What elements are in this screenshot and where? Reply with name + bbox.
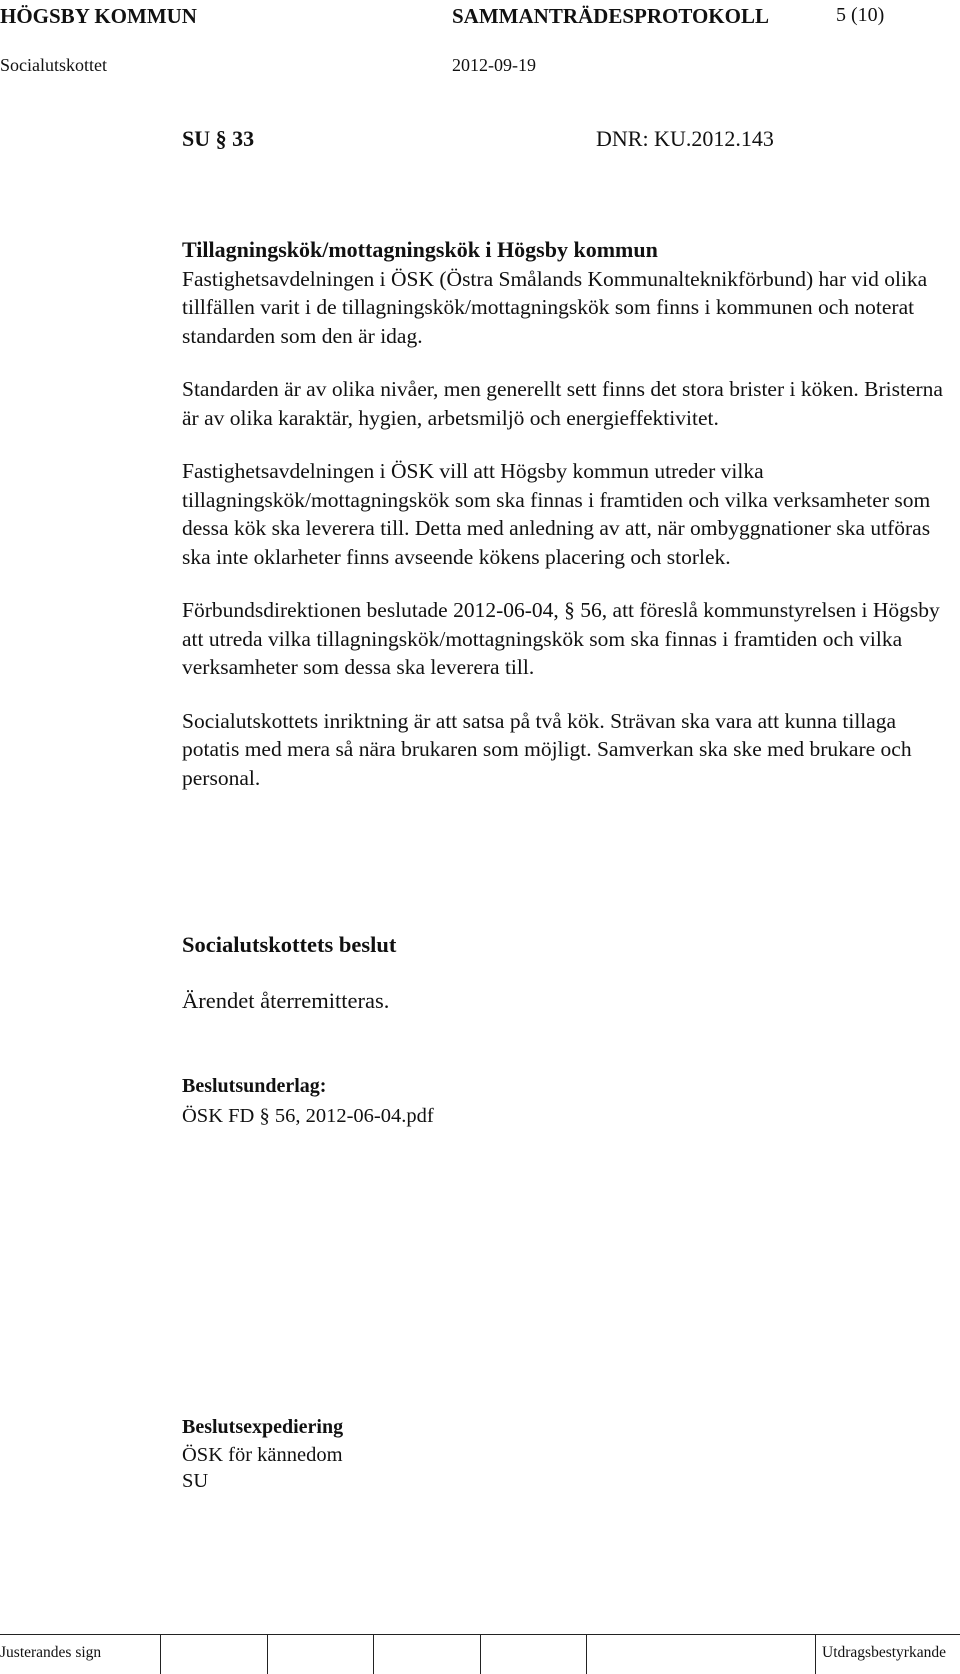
paragraph-1: Fastighetsavdelningen i ÖSK (Östra Smålands Kommunalteknikförbund) har vid olika tillfällen varit i de tillagningskök/mottagningskök som finns i kommunen och noterat standarden som den är idag. xyxy=(182,266,928,348)
paragraph-3: Fastighetsavdelningen i ÖSK vill att Högsby kommun utreder vilka tillagningskök/mottagningskök som ska finnas i framtiden och vilka verksamheter som dessa kök ska leverera till. Detta med anledning av att, när ombyggnationer ska utföras ska inte oklarheter finns avseende kökens placering och storlek. xyxy=(182,459,931,569)
footer-attest-box xyxy=(815,1634,816,1674)
organization-name: HÖGSBY KOMMUN xyxy=(0,4,197,28)
case-dnr: DNR: KU.2012.143 xyxy=(596,126,774,151)
dispatch-heading: Beslutsexpediering xyxy=(182,1416,344,1438)
basis-document: ÖSK FD § 56, 2012-06-04.pdf xyxy=(182,1104,434,1127)
basis-section xyxy=(182,1072,958,1129)
decision-text: Ärendet återremitteras. xyxy=(182,988,390,1013)
dispatch-recipient-2: SU xyxy=(182,1469,209,1492)
document-type: SAMMANTRÄDESPROTOKOLL xyxy=(452,4,769,28)
document-body xyxy=(182,236,958,817)
dispatch-recipient-1: ÖSK för kännedom xyxy=(182,1443,343,1466)
footer-sign-box-2 xyxy=(267,1634,268,1674)
decision-section xyxy=(182,931,958,960)
footer-sign-box-1 xyxy=(160,1634,161,1674)
decision-text-block xyxy=(182,987,958,1016)
meeting-date: 2012-09-19 xyxy=(452,55,536,75)
footer-signature-label: Justerandes sign xyxy=(0,1644,102,1661)
paragraph-2: Standarden är av olika nivåer, men generellt sett finns det stora brister i köken. Bristerna är av olika karaktär, hygien, arbetsmiljö och energieffektivitet. xyxy=(182,377,943,430)
dispatch-section xyxy=(182,1413,958,1494)
footer-attest-label: Utdragsbestyrkande xyxy=(822,1644,946,1661)
page-number: 5 (10) xyxy=(836,4,885,26)
decision-heading: Socialutskottets beslut xyxy=(182,932,397,957)
committee-name: Socialutskottet xyxy=(0,55,107,75)
footer-sign-box-5 xyxy=(586,1634,587,1674)
case-number: SU § 33 xyxy=(182,126,255,151)
paragraph-5: Socialutskottets inriktning är att satsa på två kök. Strävan ska vara att kunna tillaga potatis med mera så nära brukaren som möjligt. Samverkan ska ske med brukare och personal. xyxy=(182,708,912,790)
paragraph-4: Förbundsdirektionen beslutade 2012-06-04, § 56, att föreslå kommunstyrelsen i Högsby att utreda vilka tillagningskök/mottagningskök som ska finnas i framtiden och vilka verksamheter som dessa ska leverera till. xyxy=(182,598,940,679)
case-title: Tillagningskök/mottagningskök i Högsby kommun xyxy=(182,237,658,262)
basis-heading: Beslutsunderlag: xyxy=(182,1075,327,1097)
footer-sign-box-3 xyxy=(373,1634,374,1674)
footer-sign-box-4 xyxy=(480,1634,481,1674)
